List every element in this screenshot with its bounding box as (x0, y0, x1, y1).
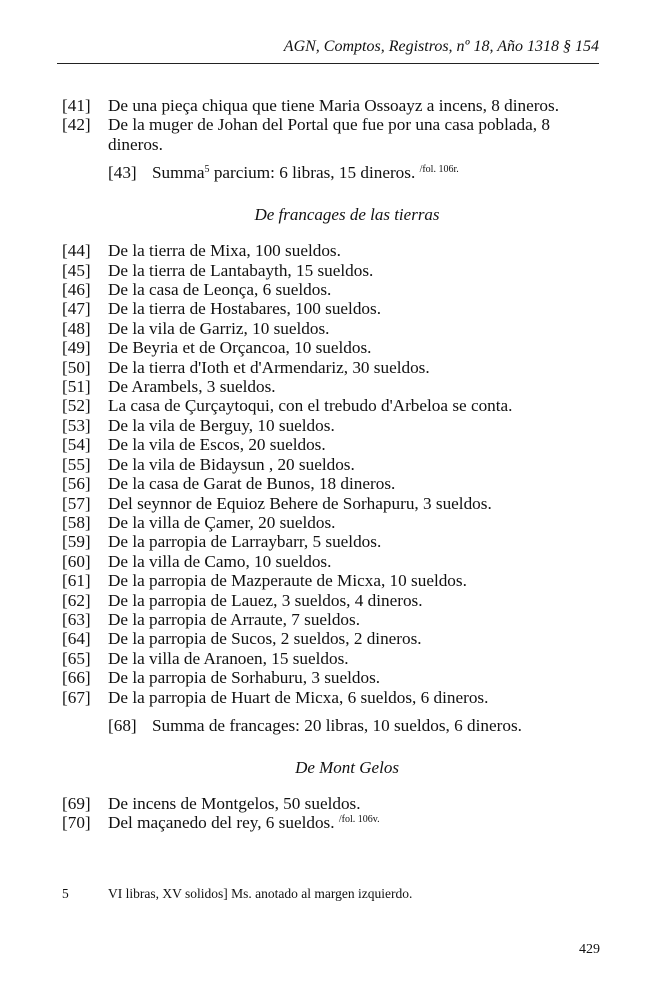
entry-text-content: De una pieça chiqua que tiene Maria Ossoayz a incens, 8 dineros. (108, 96, 560, 115)
entry-row (62, 280, 602, 299)
entry-text-content: De la casa de Garat de Bunos, 18 dineros. (108, 474, 396, 494)
entry-number: [59] (62, 532, 91, 552)
entry-text-content: De incens de Montgelos, 50 sueldos. (108, 793, 361, 813)
entries-block-2 (62, 241, 602, 707)
folio-marker: /fol. 106r. (419, 164, 459, 176)
running-header: AGN, Comptos, Registros, nº 18, Año 1318 § 154 (283, 38, 599, 55)
entry-text-content: De la tierra de Hostabares, 100 sueldos. (108, 299, 382, 319)
entry-text-content: De la vila de Garriz, 10 sueldos. (108, 318, 330, 338)
entry-row (62, 513, 602, 532)
entry-row (62, 261, 602, 280)
entry-text-content: De la villa de Camo, 10 sueldos. (108, 551, 332, 571)
entry-text-content: De la parropia de Mazperaute de Micxa, 10 sueldos. (108, 571, 467, 591)
entry-number: [55] (62, 454, 91, 474)
folio-marker: /fol. 106v. (338, 814, 380, 826)
entry-row (62, 610, 602, 629)
entry-row (62, 115, 602, 154)
entry-text (108, 96, 602, 115)
entry-number: [70] (62, 813, 91, 833)
entry-text (108, 610, 602, 629)
entry-number: [47] (62, 299, 91, 319)
entry-text-content: De la vila de Escos, 20 sueldos. (108, 435, 326, 455)
entry-text (108, 474, 602, 493)
entry-text-content: De la parropia de Sorhaburu, 3 sueldos. (108, 668, 381, 688)
entries-block-1 (62, 96, 602, 154)
entry-text (108, 513, 602, 532)
entry-row (62, 396, 602, 415)
entry-text-content: De la vila de Berguy, 10 sueldos. (108, 415, 335, 435)
entry-text-content: Del seynnor de Equioz Behere de Sorhapuru, 3 sueldos. (108, 493, 492, 513)
entry-text (108, 668, 602, 687)
entry-text (108, 494, 602, 513)
entry-text (108, 396, 602, 415)
entry-number: [63] (62, 609, 91, 629)
entry-text-content: De la vila de Bidaysun , 20 sueldos. (108, 454, 355, 474)
entry-text (108, 455, 602, 474)
entry-row (62, 591, 602, 610)
entry-text-content: De la villa de Aranoen, 15 sueldos. (108, 648, 349, 668)
entry-text (108, 571, 602, 590)
entry-row (62, 299, 602, 318)
entry-number: [61] (62, 571, 91, 591)
entry-text-content: De la muger de Johan del Portal que fue por una casa poblada, 8 dineros. (108, 115, 550, 154)
entry-text (108, 591, 602, 610)
entry-row (62, 552, 602, 571)
entry-text-content: De la villa de Çamer, 20 sueldos. (108, 512, 336, 532)
entry-row (62, 813, 602, 832)
entry-row (62, 532, 602, 551)
section-heading-francages: De francages de las tierras (254, 205, 440, 225)
entry-row (62, 794, 602, 813)
entry-text (108, 532, 602, 551)
entry-row (62, 629, 602, 648)
entry-text (108, 688, 602, 707)
entry-number: [51] (62, 377, 91, 397)
footnote-number: 5 (62, 886, 69, 901)
entry-row (62, 435, 602, 454)
section-heading-mont-gelos: De Mont Gelos (295, 757, 399, 777)
entry-row (62, 377, 602, 396)
entry-text (108, 358, 602, 377)
entry-text (108, 416, 602, 435)
entry-row (62, 474, 602, 493)
entry-number: [66] (62, 668, 91, 688)
entry-text (108, 435, 602, 454)
entries-body (62, 96, 602, 833)
entry-number: [41] (62, 96, 91, 115)
entry-number: [42] (62, 115, 91, 135)
entry-text-content: La casa de Çurçaytoqui, con el trebudo d'Arbeloa se conta. (108, 396, 513, 416)
entry-text (108, 299, 602, 318)
entry-text-content: De la casa de Leonça, 6 sueldos. (108, 280, 332, 300)
sum-text: Summa de francages: 20 libras, 10 sueldos, 6 dineros. (152, 715, 522, 735)
entry-text (108, 649, 602, 668)
entry-text (108, 319, 602, 338)
entry-number: [65] (62, 648, 91, 668)
entry-number: [67] (62, 687, 91, 707)
entry-row (62, 416, 602, 435)
entry-number: [52] (62, 396, 91, 416)
entry-number: [49] (62, 338, 91, 358)
sum-number: [68] (108, 715, 137, 735)
entry-text (108, 813, 602, 832)
entry-row (62, 96, 602, 115)
entry-text (108, 794, 602, 813)
entry-number: [64] (62, 629, 91, 649)
page-number: 429 (579, 942, 600, 957)
entry-number: [57] (62, 493, 91, 513)
entries-block-3 (62, 794, 602, 833)
sum-line-68 (108, 716, 602, 736)
entry-row (62, 649, 602, 668)
footnote (62, 886, 602, 902)
entry-text-content: De la tierra d'Ioth et d'Armendariz, 30 sueldos. (108, 357, 430, 377)
entry-text-content: Del maçanedo del rey, 6 sueldos. (108, 813, 339, 833)
entry-number: [56] (62, 474, 91, 494)
entry-number: [58] (62, 512, 91, 532)
entry-number: [50] (62, 357, 91, 377)
entry-text (108, 261, 602, 280)
entry-text (108, 280, 602, 299)
header-rule (57, 63, 599, 64)
entry-text-content: De Beyria et de Orçancoa, 10 sueldos. (108, 338, 372, 358)
entry-text-content: De la tierra de Mixa, 100 sueldos. (108, 241, 341, 261)
entry-text-content: De la parropia de Huart de Micxa, 6 sueldos, 6 dineros. (108, 687, 489, 707)
entry-text-content: De la parropia de Arraute, 7 sueldos. (108, 609, 360, 629)
entry-row (62, 338, 602, 357)
entry-number: [54] (62, 435, 91, 455)
entry-number: [48] (62, 318, 91, 338)
entry-row (62, 319, 602, 338)
entry-row (62, 494, 602, 513)
entry-text-content: De Arambels, 3 sueldos. (108, 377, 276, 397)
entry-text (108, 377, 602, 396)
entry-text (108, 241, 602, 260)
entry-text (108, 552, 602, 571)
entry-number: [62] (62, 590, 91, 610)
entry-row (62, 455, 602, 474)
entry-row (62, 358, 602, 377)
entry-number: [44] (62, 241, 91, 261)
entry-row (62, 571, 602, 590)
entry-number: [45] (62, 260, 91, 280)
entry-number: [69] (62, 793, 91, 813)
entry-number: [60] (62, 551, 91, 571)
entry-text-content: De la tierra de Lantabayth, 15 sueldos. (108, 260, 374, 280)
entry-text (108, 115, 602, 154)
footnote-ref: 5 (204, 164, 210, 176)
entry-number: [53] (62, 415, 91, 435)
entry-text-content: De la parropia de Sucos, 2 sueldos, 2 dineros. (108, 629, 422, 649)
entry-text (108, 338, 602, 357)
footnote-text: VI libras, XV solidos] Ms. anotado al margen izquierdo. (108, 886, 413, 901)
entry-text (108, 629, 602, 648)
entry-row (62, 668, 602, 687)
sum-number: [43] (108, 163, 137, 183)
entry-text-content: De la parropia de Larraybarr, 5 sueldos. (108, 532, 382, 552)
entry-row (62, 241, 602, 260)
sum-line-43 (108, 163, 602, 183)
entry-row (62, 688, 602, 707)
entry-text-content: De la parropia de Lauez, 3 sueldos, 4 dineros. (108, 590, 423, 610)
entry-number: [46] (62, 280, 91, 300)
sum-text-a: Summa (152, 163, 205, 183)
sum-text-b: parcium: 6 libras, 15 dineros. (209, 163, 420, 183)
